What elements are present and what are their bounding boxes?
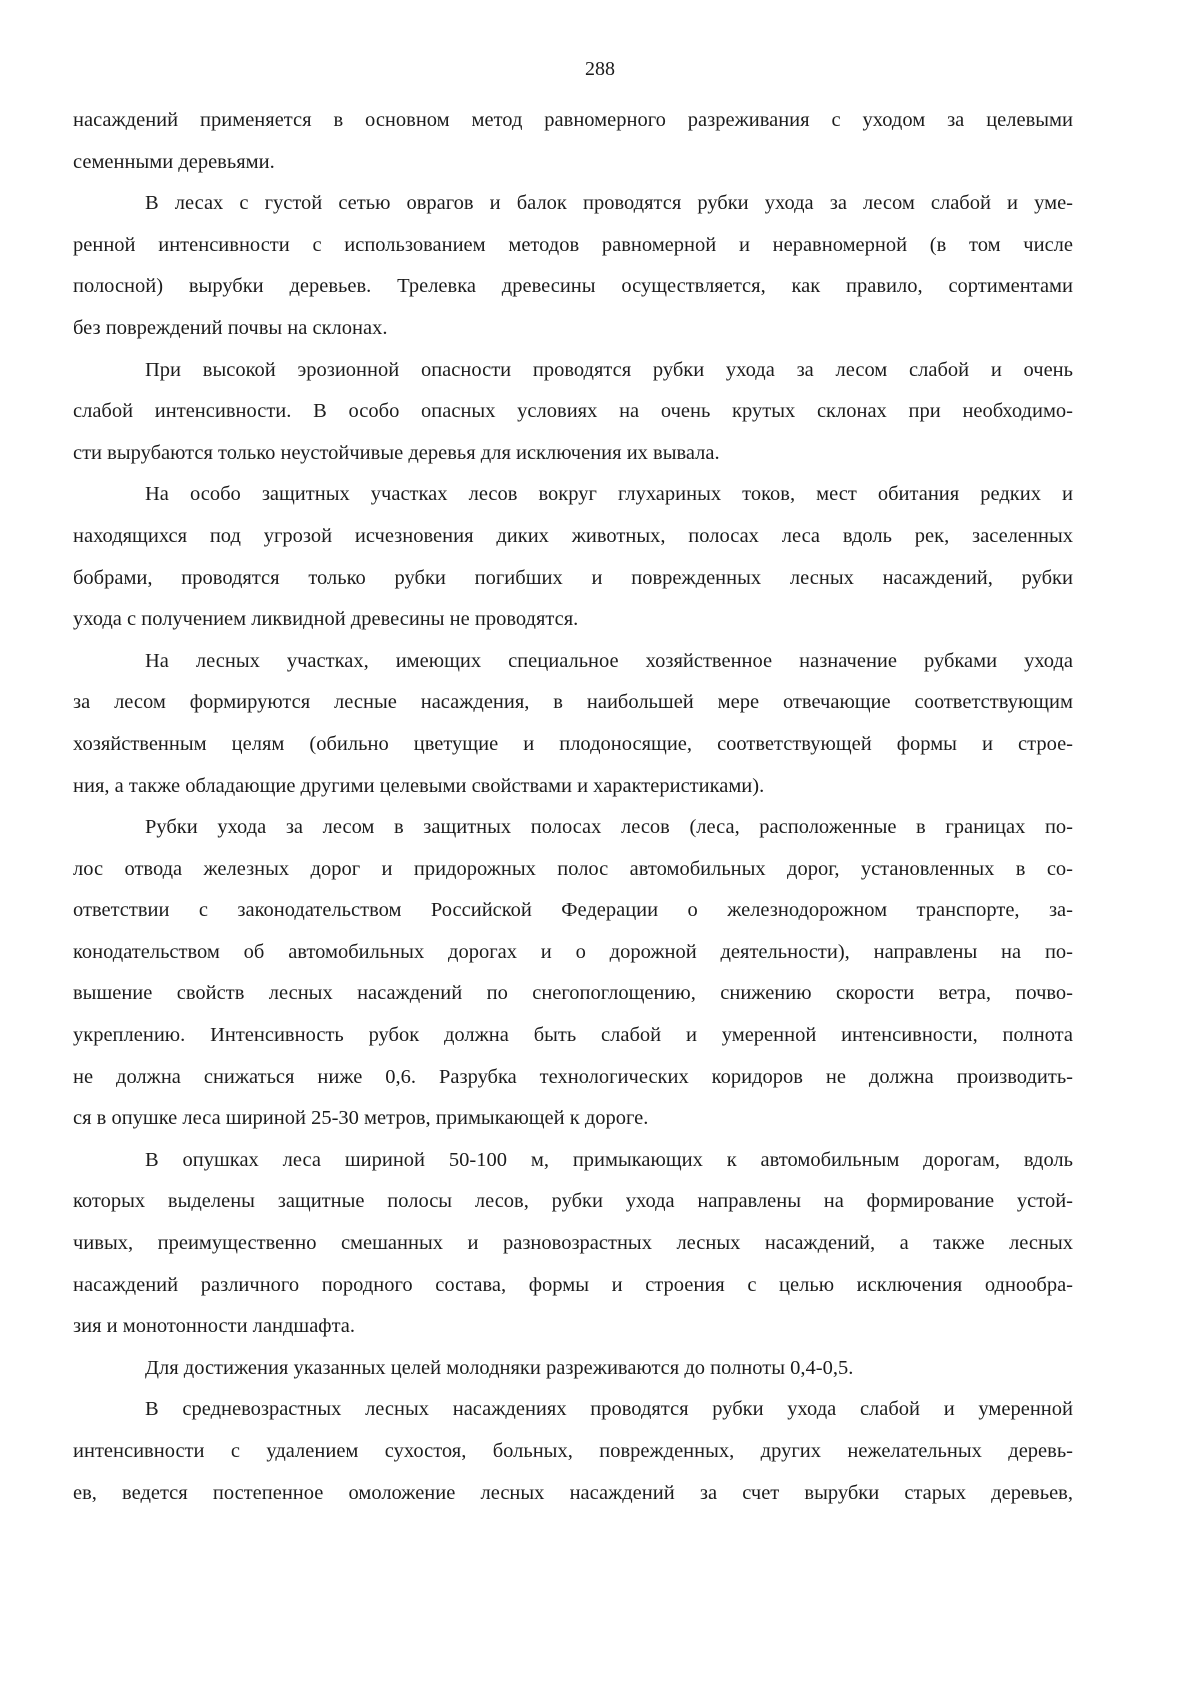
text-line: хозяйственным целям (обильно цветущие и плодоносящие, соответствующей формы и строе- [73, 732, 1073, 755]
text-line: ния, а также обладающие другими целевыми свойствами и характеристиками). [73, 774, 765, 797]
text-line: ответствии с законодательством Российской Федерации о железнодорожном транспорте, за- [73, 899, 1073, 922]
text-line: сти вырубаются только неустойчивые деревья для исключения их вывала. [73, 441, 720, 464]
text-line: полосной) вырубки деревьев. Трелевка древесины осуществляется, как правило, сортиментами [73, 275, 1073, 298]
text-line: лос отвода железных дорог и придорожных полос автомобильных дорог, установленных в со- [73, 857, 1073, 880]
text-line: вышение свойств лесных насаждений по снегопоглощению, снижению скорости ветра, почво- [73, 982, 1073, 1005]
text-line: за лесом формируются лесные насаждения, в наибольшей мере отвечающие соответствующим [73, 691, 1073, 714]
page-number: 288 [585, 58, 615, 80]
text-line: ев, ведется постепенное омоложение лесных насаждений за счет вырубки старых деревьев, [73, 1481, 1073, 1504]
text-line: насаждений применяется в основном метод равномерного разреживания с уходом за целевыми [73, 109, 1073, 131]
paragraph [73, 350, 1073, 475]
text-line: бобрами, проводятся только рубки погибших и поврежденных лесных насаждений, рубки [73, 566, 1073, 589]
text-line: не должна снижаться ниже 0,6. Разрубка технологических коридоров не должна производить- [73, 1065, 1073, 1088]
text-line: В средневозрастных лесных насаждениях проводятся рубки ухода слабой и умеренной [145, 1398, 1073, 1421]
page-text-body [73, 100, 1073, 1514]
text-line: ся в опушке леса шириной 25-30 метров, примыкающей к дороге. [73, 1107, 649, 1130]
text-line: Для достижения указанных целей молодняки разреживаются до полноты 0,4-0,5. [145, 1356, 854, 1379]
text-line: Рубки ухода за лесом в защитных полосах лесов (леса, расположенные в границах по- [145, 816, 1073, 839]
text-line: находящихся под угрозой исчезновения диких животных, полосах леса вдоль рек, заселенных [73, 524, 1073, 547]
text-line: В лесах с густой сетью оврагов и балок проводятся рубки ухода за лесом слабой и уме- [145, 192, 1073, 215]
paragraph [73, 1348, 1073, 1390]
text-line: укреплению. Интенсивность рубок должна быть слабой и умеренной интенсивности, полнота [73, 1024, 1073, 1047]
text-line: ухода с получением ликвидной древесины не проводятся. [73, 608, 579, 631]
text-line: При высокой эрозионной опасности проводятся рубки ухода за лесом слабой и очень [145, 358, 1073, 381]
paragraph [73, 1389, 1073, 1514]
text-line: На лесных участках, имеющих специальное хозяйственное назначение рубками ухода [145, 649, 1073, 672]
text-line: ренной интенсивности с использованием методов равномерной и неравномерной (в том числе [73, 233, 1073, 256]
text-line: слабой интенсивности. В особо опасных условиях на очень крутых склонах при необходимо- [73, 400, 1073, 423]
paragraph [73, 100, 1073, 183]
text-line: В опушках леса шириной 50-100 м, примыкающих к автомобильным дорогам, вдоль [145, 1148, 1073, 1171]
paragraph [73, 641, 1073, 807]
paragraph [73, 807, 1073, 1140]
text-line: семенными деревьями. [73, 150, 275, 173]
text-line: насаждений различного породного состава, формы и строения с целью исключения однообра- [73, 1273, 1073, 1296]
paragraph [73, 474, 1073, 640]
text-line: интенсивности с удалением сухостоя, больных, поврежденных, других нежелательных деревь- [73, 1440, 1073, 1462]
text-line: конодательством об автомобильных дорогах и о дорожной деятельности), направлены на по- [73, 940, 1073, 963]
text-line: зия и монотонности ландшафта. [73, 1315, 356, 1338]
text-line: чивых, преимущественно смешанных и разновозрастных лесных насаждений, а также лесных [73, 1232, 1073, 1255]
text-line: которых выделены защитные полосы лесов, рубки ухода направлены на формирование устой- [73, 1190, 1073, 1213]
text-line: На особо защитных участках лесов вокруг глухариных токов, мест обитания редких и [145, 483, 1073, 506]
text-line: без повреждений почвы на склонах. [73, 316, 388, 339]
paragraph [73, 1140, 1073, 1348]
paragraph [73, 183, 1073, 349]
